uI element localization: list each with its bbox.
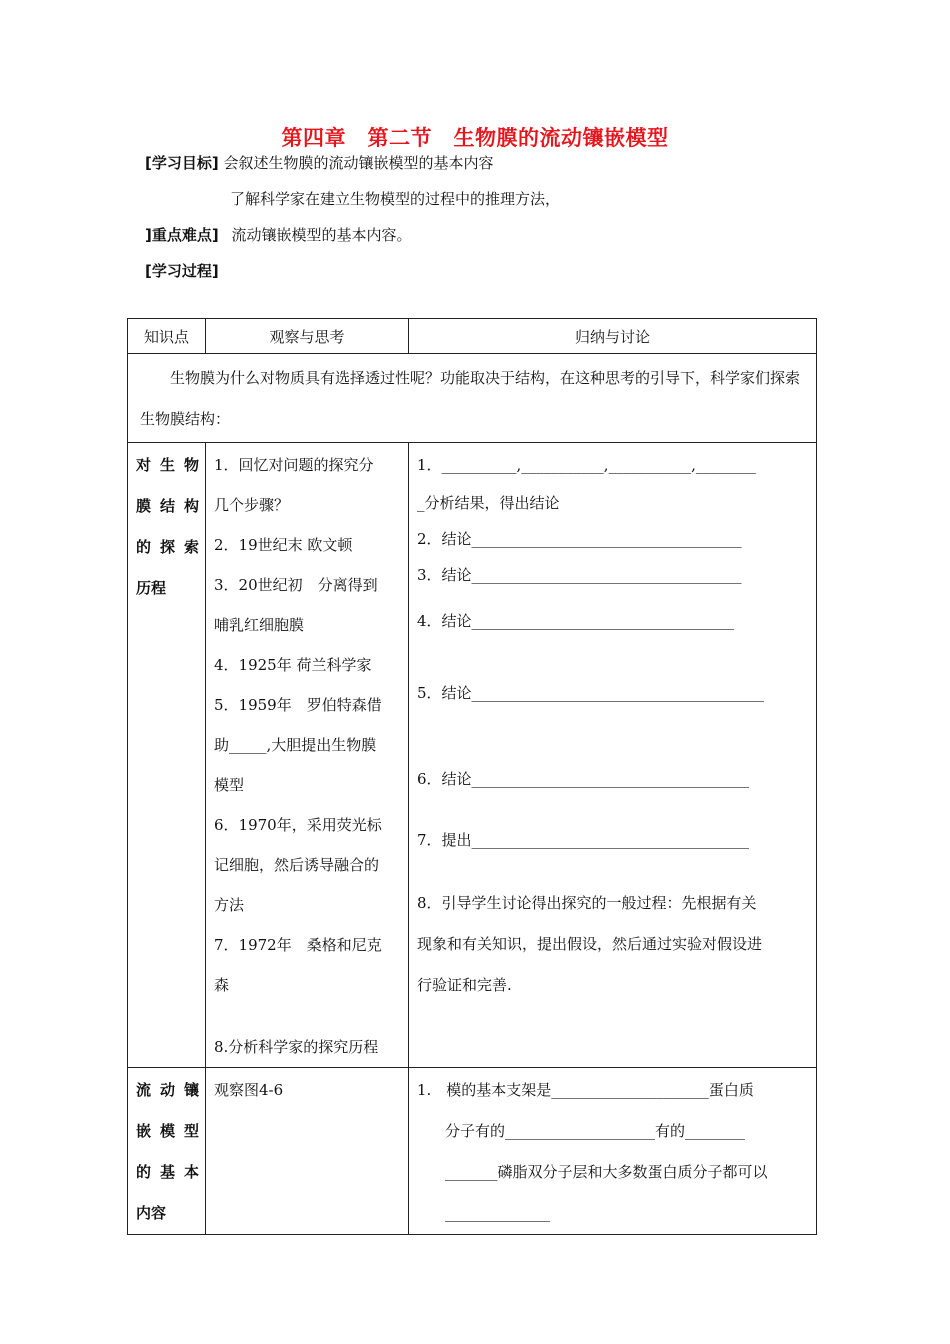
spacer (417, 858, 810, 883)
discuss-line: ______________ (445, 1204, 550, 1222)
objectives-text-1: 会叙述生物膜的流动镶嵌模型的基本内容 (223, 154, 494, 172)
observe-line: 5．1959年 罗伯特森借 (214, 696, 382, 714)
observe-line: 观察图4-6 (214, 1081, 284, 1099)
objectives-label: [学习目标] (145, 154, 219, 172)
observe-line: 哺乳红细胞膜 (214, 616, 305, 634)
key-points-label: ]重点难点] (145, 226, 219, 244)
observe-line: 8.分析科学家的探究历程 (214, 1038, 379, 1056)
section2-category-line: 内容 (136, 1204, 167, 1222)
observe-line: 6．1970年，采用荧光标 (214, 816, 382, 834)
spacer (214, 1005, 402, 1027)
section1-category-line: 膜 结 构 (136, 497, 199, 515)
observe-line: 几个步骤？ (214, 496, 290, 514)
header-knowledge-point: 知识点 (128, 319, 206, 354)
section1-discuss (409, 443, 817, 1068)
key-points-line (145, 224, 412, 245)
section2-observe (206, 1068, 409, 1235)
discuss-line: 分子有的____________________有的________ (445, 1122, 746, 1140)
observe-line: 7．1972年 桑格和尼克 (214, 936, 382, 954)
spacer (417, 1006, 810, 1018)
discuss-line: 1．__________,___________,___________,________ (417, 456, 756, 474)
spacer (417, 593, 810, 603)
spacer (417, 711, 810, 761)
section1-category (128, 443, 206, 1068)
observe-line: 助_____,大胆提出生物膜 (214, 736, 377, 754)
discuss-line: 现象和有关知识，提出假设，然后通过实验对假设进 (417, 935, 763, 953)
discuss-line: 5．结论_______________________________________ (417, 684, 765, 702)
observe-line: 4．1925年 荷兰科学家 (214, 656, 372, 674)
observe-line: 1．回忆对问题的探究分 (214, 456, 374, 474)
table-header-row (128, 319, 817, 354)
objectives-text-2: 了解科学家在建立生物模型的过程中的推理方法， (230, 190, 561, 208)
section1-category-line: 的 探 索 (136, 538, 199, 556)
section2-category (128, 1068, 206, 1235)
section2-category-line: 的 基 本 (136, 1163, 199, 1181)
discuss-line: 行验证和完善. (417, 976, 512, 994)
spacer (417, 797, 810, 822)
objectives-line-1 (145, 152, 494, 173)
discuss-line: 6．结论_____________________________________ (417, 770, 750, 788)
observe-line: 方法 (214, 896, 245, 914)
section2-discuss (409, 1068, 817, 1235)
discuss-line: _分析结果，得出结论 (417, 494, 560, 512)
section1-category-line: 历程 (136, 579, 167, 597)
header-summary-discuss: 归纳与讨论 (409, 319, 817, 354)
discuss-line: 2．结论____________________________________ (417, 530, 742, 548)
key-points-text: 流动镶嵌模型的基本内容。 (231, 226, 412, 244)
section2-category-line: 嵌 模 型 (136, 1122, 199, 1140)
observe-line: 2．19世纪末 欧文顿 (214, 536, 353, 554)
study-table (127, 318, 817, 1235)
observe-line: 森 (214, 976, 230, 994)
discuss-line: 8．引导学生讨论得出探究的一般过程：先根据有关 (417, 894, 757, 912)
section1-observe (206, 443, 409, 1068)
header-observe-think: 观察与思考 (206, 319, 409, 354)
spacer (417, 639, 810, 675)
observe-line: 记细胞，然后诱导融合的 (214, 856, 380, 874)
discuss-line: 3．结论____________________________________ (417, 566, 742, 584)
discuss-line: _______磷脂双分子层和大多数蛋白质分子都可以 (445, 1163, 768, 1181)
intro-text: 生物膜为什么对物质具有选择透过性呢？功能取决于结构，在这种思考的引导下，科学家们探索生物膜结构： (128, 354, 817, 443)
observe-line: 3．20世纪初 分离得到 (214, 576, 378, 594)
section2-row (128, 1068, 817, 1235)
section1-row (128, 443, 817, 1068)
discuss-line: 7．提出_____________________________________ (417, 831, 750, 849)
intro-row (128, 354, 817, 443)
process-label: [学习过程] (145, 262, 219, 280)
page-title: 第四章 第二节 生物膜的流动镶嵌模型 (281, 126, 669, 150)
discuss-line: 1. 模的基本支架是_____________________蛋白质 (417, 1081, 754, 1099)
observe-line: 模型 (214, 776, 245, 794)
section2-category-line: 流 动 镶 (136, 1081, 199, 1099)
section1-category-line: 对 生 物 (136, 456, 199, 474)
discuss-line: 4．结论___________________________________ (417, 612, 735, 630)
